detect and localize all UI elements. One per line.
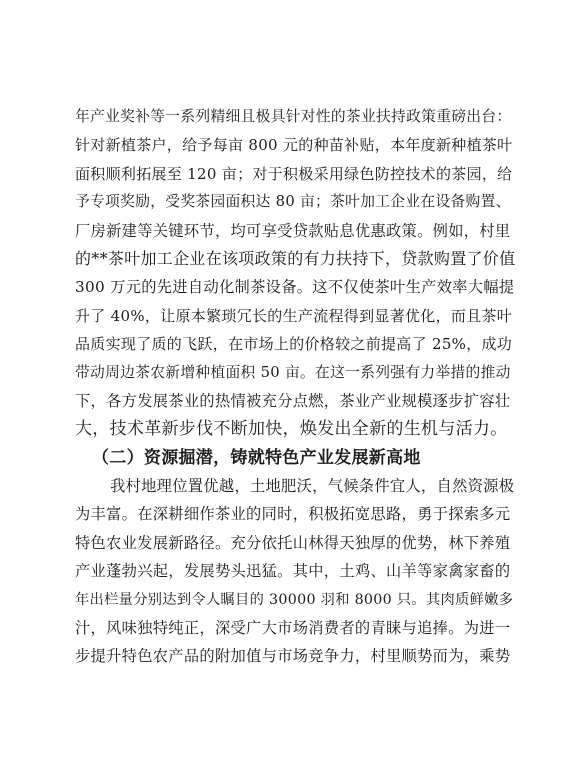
- body-text-line: 带动周边茶农新增种植面积 50 亩。在这一系列强有力举措的推动: [75, 364, 511, 381]
- section-heading: （二）资源掘潜，铸就特色产业发展新高地: [92, 448, 421, 468]
- body-text-line: 面积顺利拓展至 120 亩；对于积极采用绿色防控技术的茶园，给: [75, 165, 513, 183]
- body-text-line: 产业蓬勃兴起，发展势头迅猛。其中，土鸡、山羊等家禽家畜的: [75, 562, 511, 580]
- body-text-line: 品质实现了质的飞跃，在市场上的价格较之前提高了 25%，成功: [75, 335, 513, 353]
- body-text-line: 我村地理位置优越，土地肥沃，气候条件宜人，自然资源极: [110, 477, 515, 495]
- body-text-line: 步提升特色农产品的附加值与市场竞争力，村里顺势而为，乘势: [75, 647, 511, 665]
- body-text-line: 为丰富。在深耕细作茶业的同时，积极拓宽思路，勇于探索多元: [75, 505, 511, 523]
- body-text-line: 予专项奖励，受奖茶园面积达 80 亩；茶叶加工企业在设备购置、: [75, 193, 511, 210]
- body-text-line: 特色农业发展新路径。充分依托山林得天独厚的优势，林下养殖: [75, 534, 511, 552]
- body-text-line: 升了 40%，让原本繁琐冗长的生产流程得到显著优化，而且茶叶: [75, 307, 513, 325]
- body-text-line: 的**茶叶加工企业在该项政策的有力扶持下，贷款购置了价值: [75, 249, 516, 268]
- body-text-line: 大，技术革新步伐不断加快，焕发出全新的生机与活力。: [75, 419, 508, 439]
- body-text-line: 年出栏量分别达到令人瞩目的 30000 羽和 8000 只。其肉质鲜嫩多: [75, 592, 514, 608]
- body-text-line: 厂房新建等关键环节，均可享受贷款贴息优惠政策。例如，村里: [75, 222, 511, 240]
- body-text-line: 300 万元的先进自动化制茶设备。这不仅使茶叶生产效率大幅提: [75, 278, 515, 296]
- body-text-line: 年产业奖补等一系列精细且极具针对性的茶业扶持政策重磅出台：: [75, 108, 512, 125]
- body-text-line: 下，各方发展茶业的热情被充分点燃，茶业产业规模逐步扩容壮: [75, 392, 511, 410]
- body-text-line: 针对新植茶户，给予每亩 800 元的种苗补贴，本年度新种植茶叶: [75, 136, 513, 154]
- body-text-line: 汁，风味独特纯正，深受广大市场消费者的青睐与追捧。为进一: [75, 619, 511, 637]
